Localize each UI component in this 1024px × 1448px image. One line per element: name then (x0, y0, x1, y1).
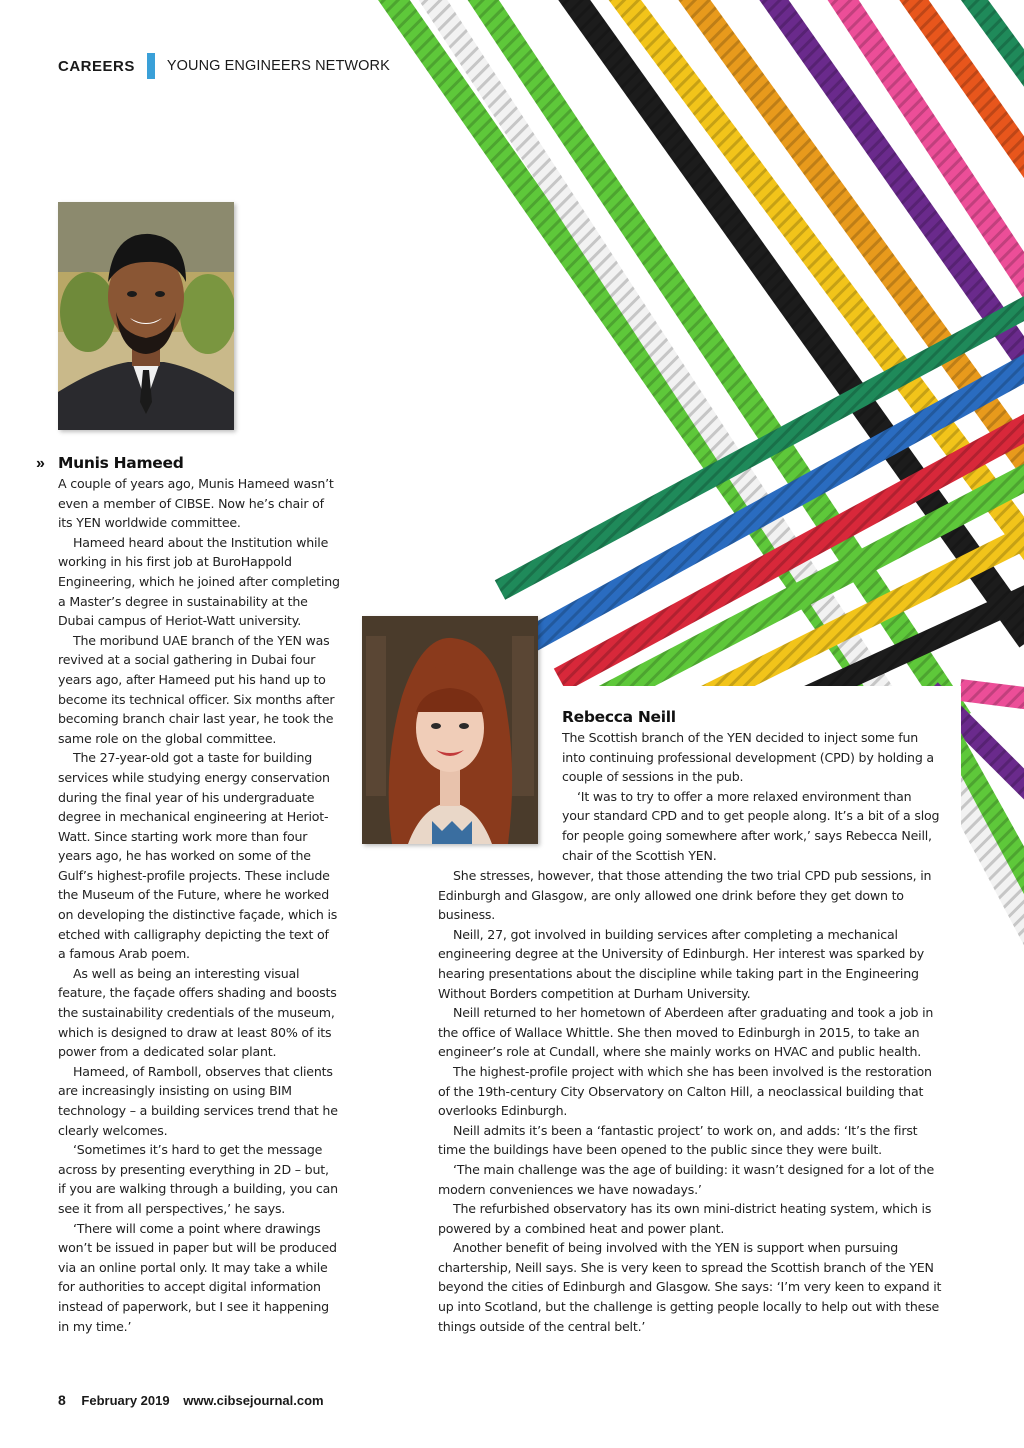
rebecca-neill-photo (362, 616, 538, 844)
rope-texture (600, 470, 1024, 700)
profile1-paragraph: ‘There will come a point where drawings won’t be issued in paper but will be produced via an online portal only. It may take a while for authorities to accept digital information instead of paperwork, but I see it happening in my time.’ (58, 1220, 337, 1334)
subsection-label: YOUNG ENGINEERS NETWORK (166, 58, 390, 74)
rope-strand (610, 0, 1024, 560)
profile2-paragraph: Another benefit of being involved with the YEN is support when pursuing chartership, Neill says. She is very keen to spread the Scottish branch of the YEN beyond the cities of Edinburgh and Glasgow. She says: ‘I’m very keen to expand it up into Scotland, but the challenge is getting people locally to help out with these things outside of the central belt.’ (438, 1240, 942, 1334)
profile2-column (438, 866, 944, 1336)
rope-texture (500, 300, 1024, 590)
rope-texture (700, 530, 1024, 700)
munis-hameed-photo (58, 202, 234, 430)
rope-texture (380, 0, 880, 700)
profile1-name: Munis Hameed (58, 454, 184, 472)
rope-strand (560, 420, 1024, 680)
profile2-paragraph: ‘The main challenge was the age of building: it wasn’t designed for a lot of the modern conveniences we have nowadays.’ (438, 1161, 935, 1197)
profile1-paragraph: The 27-year-old got a taste for building services while studying energy conservation during the final year of his undergraduate degree in mechanical engineering at Heriot-Watt. Since starting work more than four years ago, he has worked on some of the Gulf’s highest-profile projects. These include the Museum of the Future, where he worked on developing the distinctive façade, which is etched with calligraphy depicting the text of a famous Arab poem. (58, 750, 338, 962)
rope-strand (960, 690, 1024, 700)
rope-strand (830, 0, 1024, 300)
profile1-column (58, 452, 340, 1336)
profile2-paragraph: Neill returned to her hometown of Aberdeen after graduating and took a job in the office of Wallace Whittle. She then moved to Edinburgh in 2015, to take an engineer’s role at Cundall, where she mainly works on HVAC and public health. (438, 1005, 934, 1060)
profile1-paragraph: As well as being an interesting visual feature, the façade offers shading and boosts the sustainability credentials of the museum, which is designed to draw at least 80% of its power from a dedicated solar plant. (58, 965, 337, 1060)
rope-strand (700, 530, 1024, 700)
rope-strand (530, 360, 1024, 640)
profile2-paragraph: Neill admits it’s been a ‘fantastic project’ to work on, and adds: ‘It’s the first time the buildings have been opened to the public since they were built. (438, 1122, 918, 1158)
rope-strand (380, 0, 880, 700)
website-link[interactable]: www.cibsejournal.com (183, 1393, 324, 1408)
rope-texture (760, 0, 1024, 380)
profile1-paragraph: ‘Sometimes it’s hard to get the message across by presenting everything in 2D – but, if you are walking through a building, you can see it from all perspectives,’ he says. (58, 1142, 338, 1216)
profile2-paragraph: The refurbished observatory has its own mini-district heating system, which is powered by a combined heat and power plant. (438, 1201, 932, 1236)
rope-strand (420, 0, 900, 720)
rope-texture (830, 0, 1024, 300)
rope-texture (950, 780, 1024, 950)
profile2-paragraph: Neill, 27, got involved in building services after completing a mechanical engineering degree at the University of Edinburgh. Her interest was sparked by hearing presentations about the discipline while taking part in the Engineering Without Borders competition at Durham University. (438, 926, 925, 1001)
profile2-paragraph: The highest-profile project with which she has been involved is the restoration of the 19th-century City Observatory on Calton Hill, a neoclassical building that overlooks Edinburgh. (438, 1063, 932, 1119)
rope-strand (600, 470, 1024, 700)
rope-texture (470, 0, 960, 720)
rope-texture (530, 360, 1024, 640)
rope-texture (680, 0, 1024, 480)
header-divider (147, 53, 155, 79)
rope-strand (800, 590, 1024, 700)
profile1-paragraph: A couple of years ago, Munis Hameed wasn’t even a member of CIBSE. Now he’s chair of its YEN worldwide committee. (58, 476, 334, 531)
rope-strand (950, 780, 1024, 950)
rope-texture (900, 0, 1024, 180)
rope-texture (420, 0, 900, 720)
page-header (58, 54, 390, 78)
rope-strand (900, 0, 1024, 180)
rope-texture (560, 0, 1024, 640)
rope-texture (960, 690, 1024, 700)
rope-texture (610, 0, 1024, 560)
issue-date: February 2019 (81, 1393, 170, 1408)
chevron-right-icon: » (36, 455, 45, 472)
profile2-intro-paragraph: ‘It was to try to offer a more relaxed environment than your standard CPD and to get people along. It’s a bit of a slog for people going somewhere after work,’ says Rebecca Neill, chair of the Scottish YEN. (562, 788, 940, 863)
page-footer (58, 1392, 324, 1408)
profile2-name: Rebecca Neill (562, 708, 676, 726)
profile1-paragraph: The moribund UAE branch of the YEN was revived at a social gathering in Dubai four years ago, after Hameed put his hand up to become its technical officer. Six months after becoming branch chair last year, he took the same role on the global committee. (58, 632, 335, 746)
profile2-intro-paragraph: The Scottish branch of the YEN decided to inject some fun into continuing professional development (CPD) by holding a couple of sessions in the pub. (562, 730, 934, 785)
rope-strand (960, 0, 1024, 90)
rope-texture (560, 420, 1024, 680)
rope-strand (470, 0, 960, 720)
profile2-intro (562, 706, 942, 865)
rope-strand (680, 0, 1024, 480)
profile1-paragraph: Hameed heard about the Institution while working in his first job at BuroHappold Engineering, which he joined after completing a Master’s degree in sustainability at the Dubai campus of Heriot-Watt university. (58, 534, 340, 629)
page-number: 8 (58, 1392, 66, 1408)
profile1-paragraph: Hameed, of Ramboll, observes that clients are increasingly insisting on using BIM technology – a building services trend that he clearly welcomes. (58, 1063, 338, 1138)
rope-strand (500, 300, 1024, 590)
rope-texture (960, 0, 1024, 90)
rope-texture (800, 590, 1024, 700)
section-label: CAREERS (58, 57, 135, 75)
rope-strand (560, 0, 1024, 640)
profile2-paragraph: She stresses, however, that those attending the two trial CPD pub sessions, in Edinburgh and Glasgow, are only allowed one drink before they get down to business. (438, 868, 932, 923)
rope-strand (760, 0, 1024, 380)
